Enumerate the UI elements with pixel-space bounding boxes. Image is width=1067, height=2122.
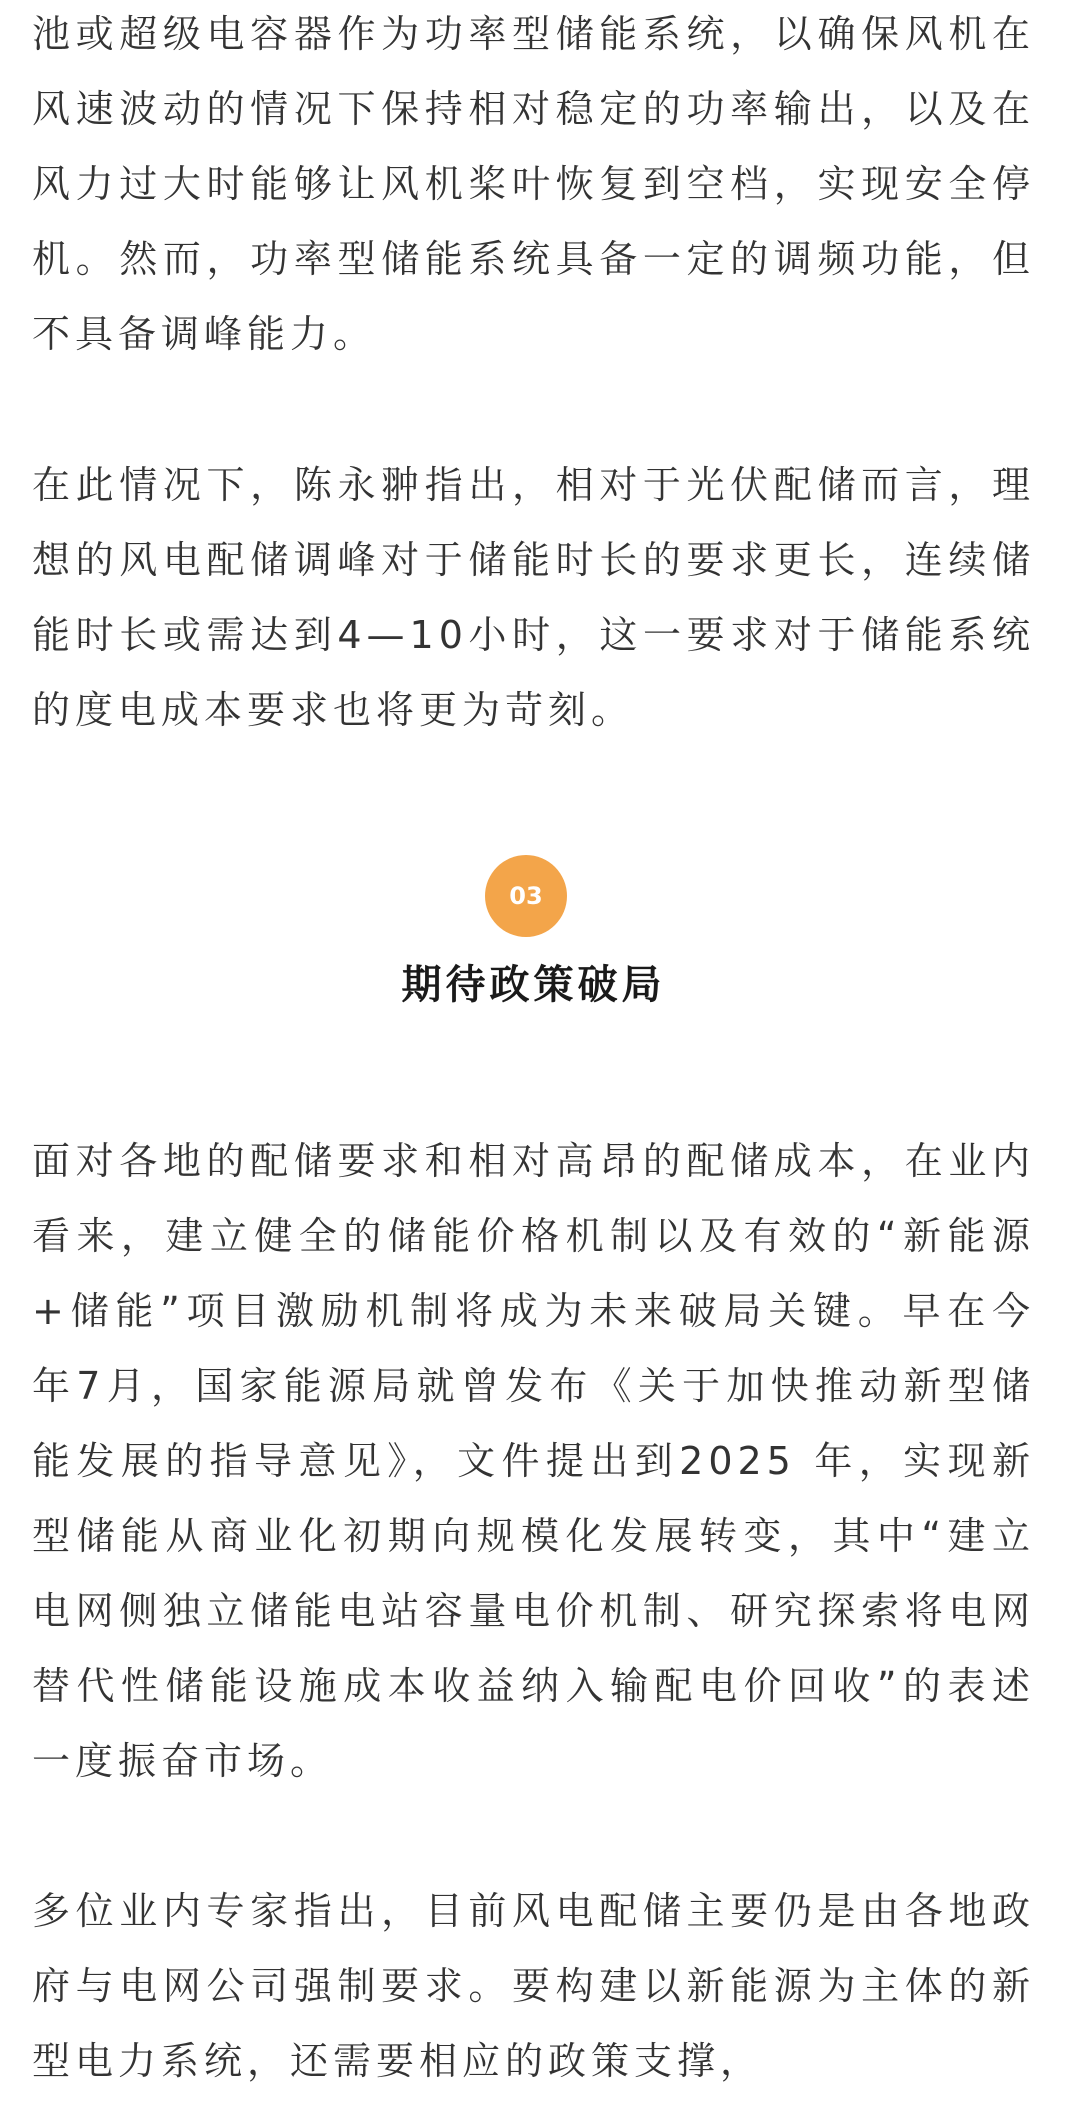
paragraph-expert-opinion: 多位业内专家指出，目前风电配储主要仍是由各地政府与电网公司强制要求。要构建以新能源为主体的新型电力系统，还需要相应的政策支撑， [32, 1889, 1035, 2083]
section-title: 期待政策破局 [401, 962, 666, 1008]
paragraph-wind-storage-power: 池或超级电容器作为功率型储能系统，以确保风机在风速波动的情况下保持相对稳定的功率输出，以及在风力过大时能够让风机桨叶恢复到空档，实现安全停机。然而，功率型储能系统具备一定的调频功能，但不具备调峰能力。 [32, 12, 1035, 356]
section-number-badge: 03 [485, 855, 567, 937]
paragraph-policy-mechanism: 面对各地的配储要求和相对高昂的配储成本，在业内看来，建立健全的储能价格机制以及有效的“新能源+储能”项目激励机制将成为未来破局关键。早在今年7月，国家能源局就曾发布《关于加快推动新型储能发展的指导意见》，文件提出到2025 年，实现新型储能从商业化初期向规模化发展转变，其中“建立电网侧独立储能电站容量电价机制、研究探索将电网替代性储能设施成本收益纳入输配电价回收”的表述一度振奋市场。 [32, 1139, 1035, 1783]
paragraph-peak-shaving-duration: 在此情况下，陈永翀指出，相对于光伏配储而言，理想的风电配储调峰对于储能时长的要求更长，连续储能时长或需达到4—10小时，这一要求对于储能系统的度电成本要求也将更为苛刻。 [32, 463, 1035, 732]
